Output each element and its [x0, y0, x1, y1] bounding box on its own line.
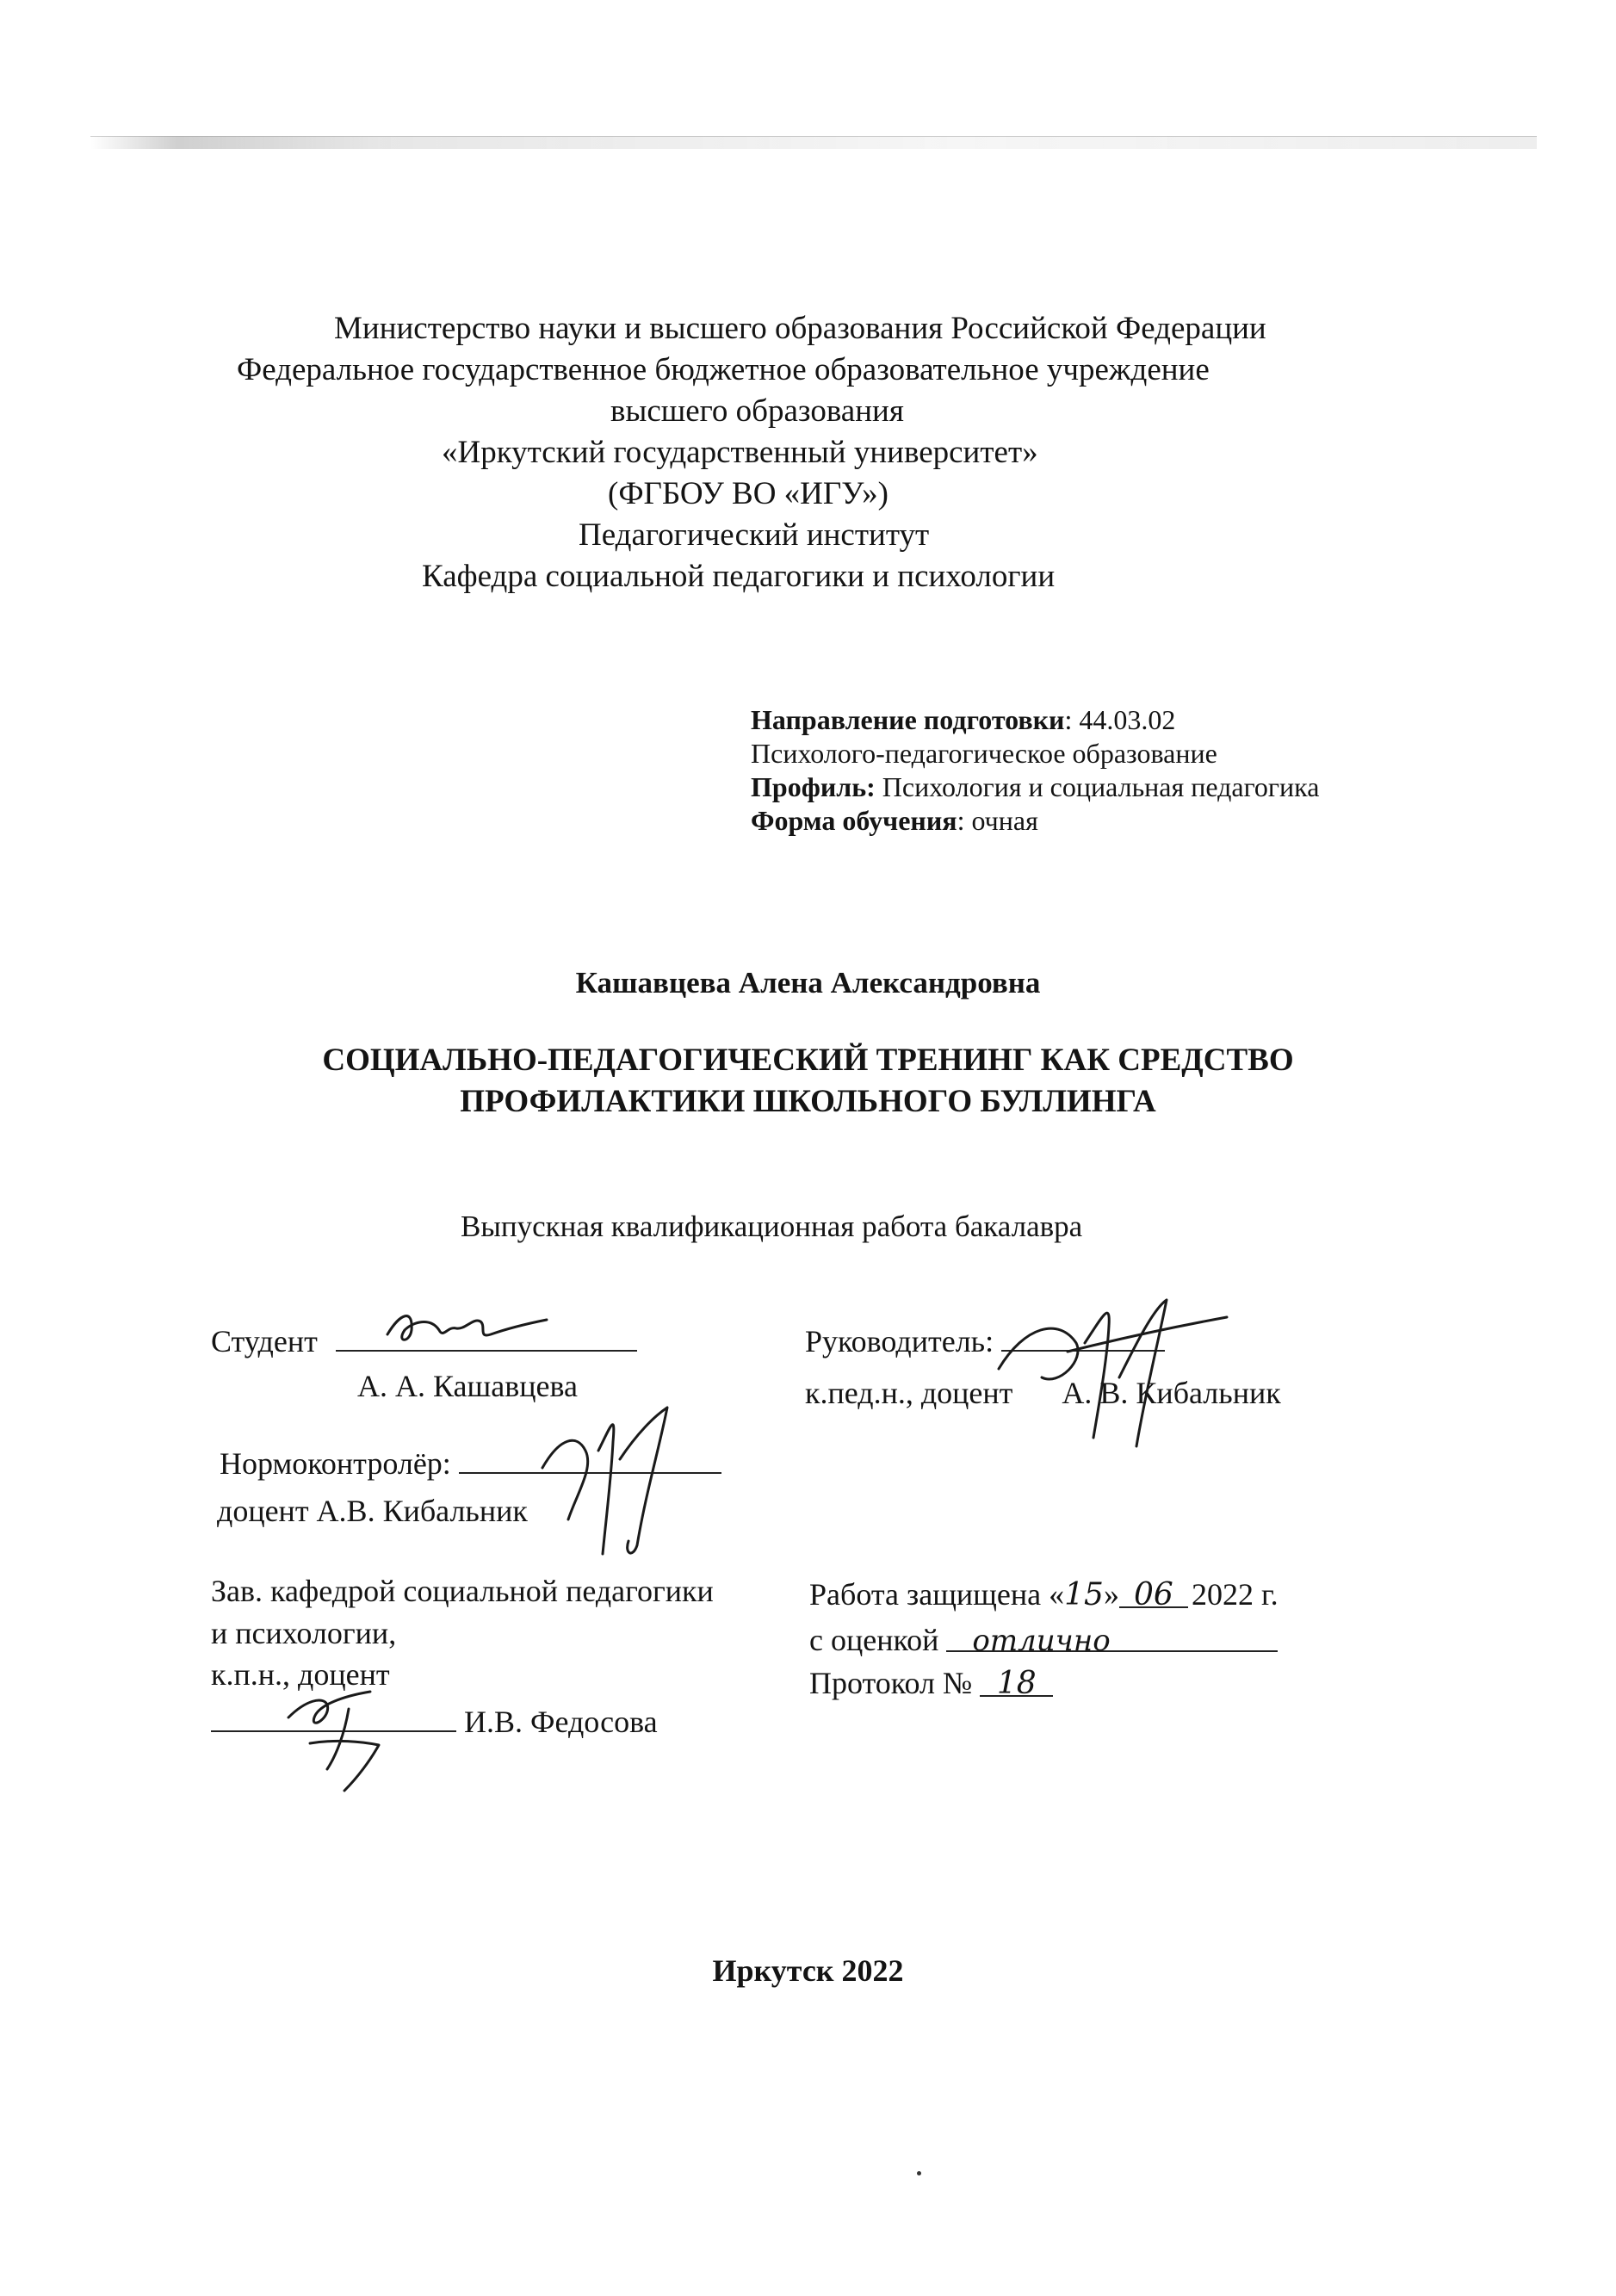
- profile-label: Профиль:: [751, 771, 876, 802]
- supervisor-degree: к.пед.н., доцент: [805, 1376, 1013, 1410]
- city-year: Иркутск 2022: [712, 1953, 904, 1988]
- scan-artifact: [90, 136, 1537, 149]
- university-name: «Иркутский государственный университет»: [442, 435, 1038, 470]
- defense-year: 2022 г.: [1191, 1577, 1279, 1612]
- defense-quote: »: [1103, 1577, 1119, 1612]
- title-line-1: СОЦИАЛЬНО-ПЕДАГОГИЧЕСКИЙ ТРЕНИНГ КАК СРЕДСТВО: [322, 1043, 1294, 1078]
- student-label: Студент: [211, 1324, 318, 1358]
- student-signature: [379, 1304, 551, 1356]
- defense-day: 15: [1064, 1577, 1104, 1612]
- defense-row: [809, 1577, 1279, 1612]
- defense-month: 06: [1134, 1577, 1173, 1612]
- head-name: И.В. Федосова: [464, 1705, 658, 1739]
- normcontrol-label: Нормоконтролёр:: [220, 1446, 451, 1481]
- thesis-title: [0, 1040, 1616, 1123]
- author-name: Кашавцева Алена Александровна: [575, 966, 1041, 999]
- ministry-line: Министерство науки и высшего образования Российской Федерации: [334, 311, 1266, 346]
- scan-dot: [917, 2171, 921, 2175]
- institution-line: Федеральное государственное бюджетное образовательное учреждение: [237, 352, 1210, 387]
- profile-value: Психология и социальная педагогика: [875, 771, 1320, 802]
- university-abbr: (ФГБОУ ВО «ИГУ»): [608, 476, 888, 511]
- protocol-label: Протокол №: [809, 1666, 973, 1700]
- protocol-field: [980, 1666, 1053, 1701]
- study-meta: [751, 703, 1319, 838]
- form-value: : очная: [957, 805, 1038, 836]
- head-line-3: к.п.н., доцент: [211, 1657, 390, 1692]
- institute-name: Педагогический институт: [579, 517, 930, 553]
- head-line-1: Зав. кафедрой социальной педагогики: [211, 1574, 714, 1608]
- grade-field: [946, 1623, 1278, 1658]
- direction-code: : 44.03.02: [1064, 704, 1176, 735]
- student-name: А. А. Кашавцева: [357, 1369, 578, 1403]
- direction-label: Направление подготовки: [751, 704, 1065, 735]
- supervisor-label: Руководитель:: [805, 1324, 994, 1358]
- grade-label: с оценкой: [809, 1623, 939, 1657]
- normcontrol-signature: [517, 1399, 689, 1563]
- protocol-number: 18: [996, 1666, 1037, 1701]
- normcontrol-name: доцент А.В. Кибальник: [217, 1494, 528, 1528]
- defense-month-field: [1119, 1577, 1188, 1612]
- grade-value: отлично: [972, 1624, 1111, 1658]
- protocol-row: [809, 1666, 1053, 1700]
- institution-line-2: высшего образования: [610, 393, 904, 429]
- work-type: Выпускная квалификационная работа бакалавра: [461, 1210, 1083, 1243]
- title-line-2: ПРОФИЛАКТИКИ ШКОЛЬНОГО БУЛЛИНГА: [460, 1084, 1156, 1119]
- head-line-2: и психологии,: [211, 1616, 397, 1650]
- defense-prefix: Работа защищена «: [809, 1577, 1065, 1612]
- grade-row: [809, 1623, 1278, 1657]
- form-label: Форма обучения: [751, 805, 957, 836]
- direction-name: Психолого-педагогическое образование: [751, 738, 1217, 769]
- department-name: Кафедра социальной педагогики и психологии: [422, 559, 1056, 594]
- supervisor-signature: [981, 1291, 1231, 1464]
- head-signature: [276, 1683, 430, 1795]
- supervisor-name: А. В. Кибальник: [1062, 1376, 1281, 1410]
